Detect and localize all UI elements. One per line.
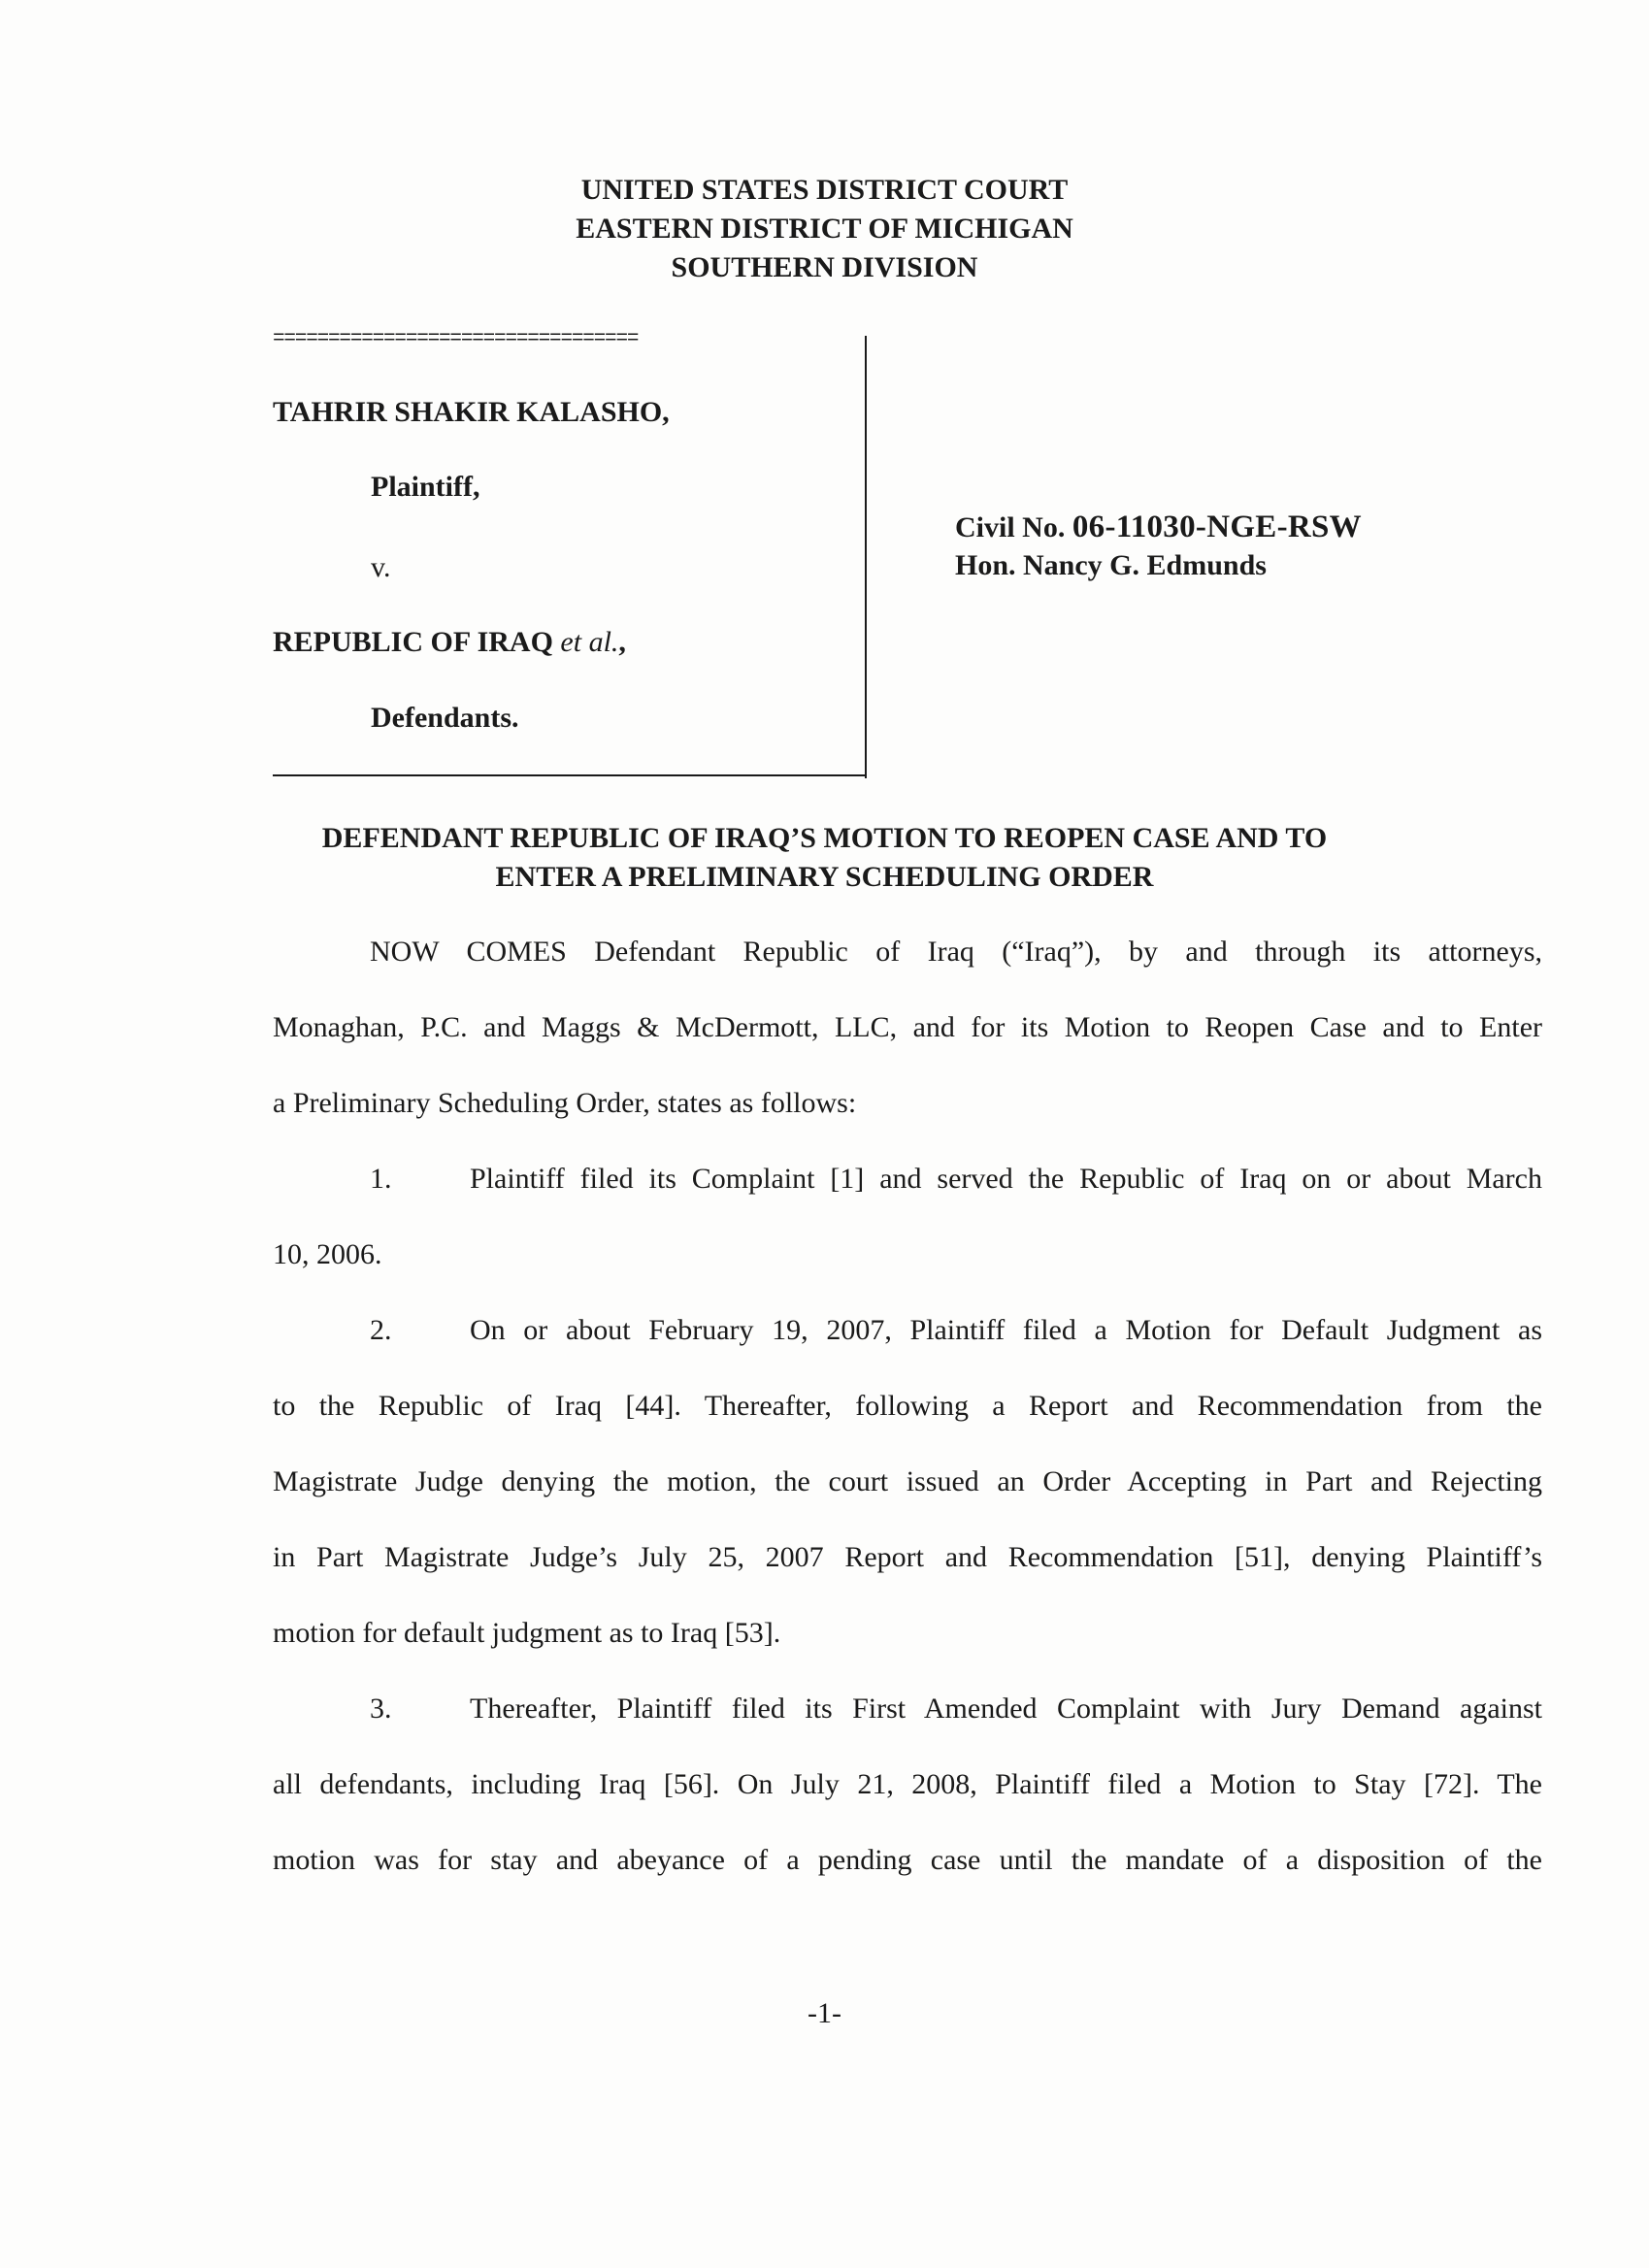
paragraph-1-line-1: 1. Plaintiff filed its Complaint [1] and served the Republic of Iraq on or about March — [273, 1141, 1542, 1217]
paragraph-2-line-3: Magistrate Judge denying the motion, the court issued an Order Accepting in Part and Rejecting — [273, 1465, 1542, 1497]
motion-title-line-1: DEFENDANT REPUBLIC OF IRAQ’S MOTION TO REOPEN CASE AND TO — [321, 822, 1328, 854]
plaintiff-role: Plaintiff, — [371, 471, 480, 503]
paragraph-3-number: 3. — [370, 1693, 392, 1725]
paragraph-2-line-2: to the Republic of Iraq [44]. Thereafter, following a Report and Recommendation from the — [273, 1390, 1542, 1422]
defendant-comma: , — [618, 626, 626, 658]
civil-number — [955, 509, 1362, 546]
intro-paragraph — [273, 914, 1542, 1141]
paragraph-2-line-5: motion for default judgment as to Iraq [53]. — [273, 1617, 781, 1649]
defendant-role: Defendants. — [371, 702, 519, 734]
paragraph-3-line-1: 3. Thereafter, Plaintiff filed its First Amended Complaint with Jury Demand against — [273, 1671, 1542, 1747]
defendant-etal: et al. — [560, 626, 619, 658]
paragraph-1-number: 1. — [370, 1163, 392, 1195]
paragraph-2-line-1: 2. On or about February 19, 2007, Plaintiff filed a Motion for Default Judgment as — [273, 1293, 1542, 1368]
paragraph-1 — [273, 1141, 1542, 1293]
case-number-block — [955, 509, 1362, 584]
intro-line-3: a Preliminary Scheduling Order, states as follows: — [273, 1087, 857, 1119]
motion-title-line-2: ENTER A PRELIMINARY SCHEDULING ORDER — [495, 861, 1154, 893]
paragraph-3 — [273, 1671, 1542, 1898]
paragraph-3-line-3: motion was for stay and abeyance of a pending case until the mandate of a disposition of the — [273, 1844, 1542, 1876]
versus-label: v. — [371, 551, 391, 583]
intro-line-1: NOW COMES Defendant Republic of Iraq (“Iraq”), by and through its attorneys, — [370, 936, 1542, 968]
paragraph-2-line-4: in Part Magistrate Judge’s July 25, 2007 Report and Recommendation [51], denying Plaintiff’s — [273, 1541, 1542, 1573]
court-name-line-3: SOUTHERN DIVISION — [671, 251, 978, 283]
caption-top-rule: ================================= — [273, 330, 639, 349]
case-caption-box — [273, 330, 865, 778]
caption-bottom-rule — [273, 774, 866, 776]
caption-vertical-rule — [865, 336, 867, 778]
paragraph-1-line-2: 10, 2006. — [273, 1238, 382, 1270]
plaintiff-name: TAHRIR SHAKIR KALASHO, — [273, 396, 670, 428]
paragraph-3-line-2: all defendants, including Iraq [56]. On July 21, 2008, Plaintiff filed a Motion to Stay [72]. The — [273, 1768, 1542, 1800]
civil-number-value: 06-11030-NGE-RSW — [1072, 509, 1362, 544]
intro-line-2: Monaghan, P.C. and Maggs & McDermott, LLC, and for its Motion to Reopen Case and to Enter — [273, 1011, 1542, 1043]
defendant-name — [273, 626, 626, 659]
court-name-line-1: UNITED STATES DISTRICT COURT — [580, 174, 1069, 206]
civil-number-label: Civil No. — [955, 511, 1066, 543]
court-name-line-2: EASTERN DISTRICT OF MICHIGAN — [576, 213, 1073, 245]
paragraph-2 — [273, 1293, 1542, 1671]
page-number: -1- — [808, 1997, 841, 2029]
paragraph-2-number: 2. — [370, 1314, 392, 1346]
judge-name: Hon. Nancy G. Edmunds — [955, 549, 1267, 581]
defendant-name-text: REPUBLIC OF IRAQ — [273, 626, 553, 658]
